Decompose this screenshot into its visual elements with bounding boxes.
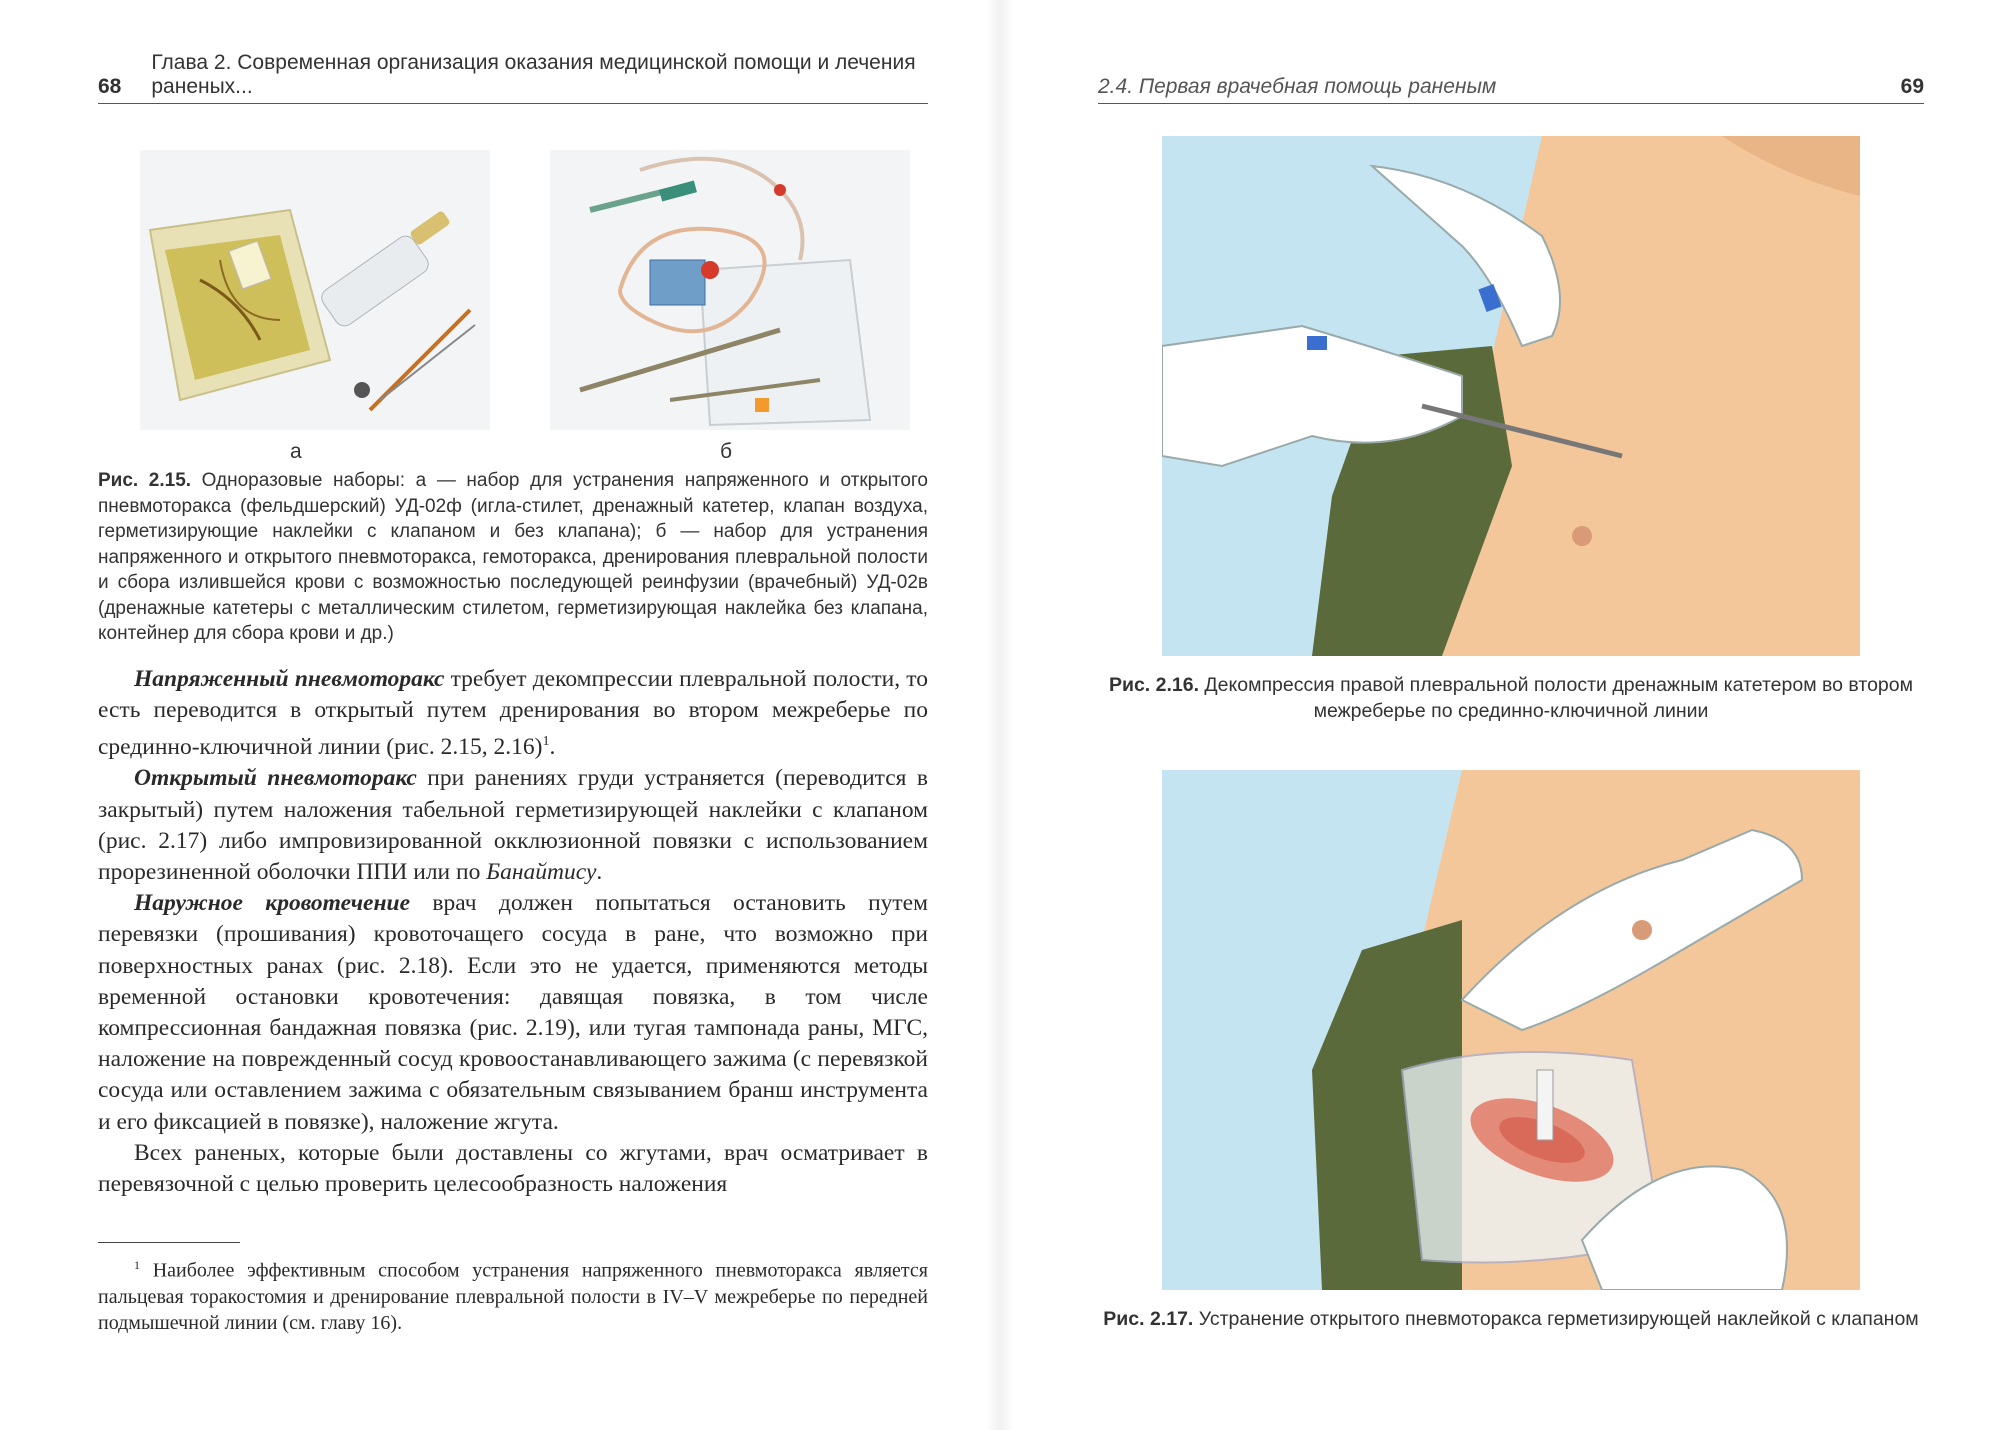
figure-2-15b-photo	[550, 150, 910, 430]
caption-number: Рис. 2.15.	[98, 470, 192, 491]
footnote-text: Наиболее эффективным способом устранения напряженного пневмоторакса является пальцевая торакостомия и дренирование плевральной полости в IV–V межреберье по передней подмышечной линии (см. главу 16).	[98, 1259, 928, 1334]
figure-label-a: а	[290, 440, 302, 463]
running-head-title: 2.4. Первая врачебная помощь раненым	[1098, 75, 1497, 98]
paragraph-text: Всех раненых, которые были доставлены со жгутами, врач осматривает в перевязочной с целью проверить целесообразность наложения	[98, 1139, 928, 1198]
page-number: 69	[1900, 75, 1924, 98]
paragraph-tail: .	[596, 859, 603, 886]
running-header-right	[1098, 74, 1924, 104]
figure-2-16-caption	[1098, 672, 1924, 724]
figure-2-17-illustration	[1162, 770, 1860, 1290]
paragraph	[98, 1138, 928, 1200]
paragraph	[98, 763, 928, 888]
paragraph	[98, 888, 928, 1138]
paragraph-lead: Открытый пневмоторакс	[134, 765, 417, 792]
caption-text: Устранение открытого пневмоторакса герметизирующей наклейкой с клапаном	[1198, 1308, 1919, 1330]
figure-2-15a-photo	[140, 150, 490, 430]
figure-2-16-illustration	[1162, 136, 1860, 656]
figure-2-17-caption	[1098, 1306, 1924, 1332]
paragraph-text: требует декомпрессии плевральной полости, то есть переводится в открытый путем дренирования во втором межреберье по срединно-ключичной линии (рис. 2.15, 2.16)	[98, 666, 928, 761]
footnote-mark: 1	[134, 1258, 140, 1272]
body-text	[98, 664, 928, 1200]
running-head-title: Глава 2. Современная организация оказания медицинской помощи и лечения раненых...	[151, 51, 916, 98]
page-number: 68	[98, 75, 122, 98]
figure-2-15-caption	[98, 468, 928, 647]
footnote-rule	[98, 1242, 240, 1243]
paragraph	[98, 664, 928, 763]
caption-text: Декомпрессия правой плевральной полости дренажным катетером во втором межреберье по срединно-ключичной линии	[1204, 674, 1914, 722]
paragraph-lead: Наружное кровотечение	[134, 890, 411, 917]
footnote	[98, 1252, 928, 1336]
paragraph-tail: .	[549, 734, 556, 761]
caption-text: Одноразовые наборы: а — набор для устранения напряженного и открытого пневмоторакса (фельдшерский) УД-02ф (игла-стилет, дренажный катетер, клапан воздуха, герметизирующие наклейки с клапаном и без клапана); б — набор для устранения напряженного и открытого пневмоторакса, гемоторакса, дренирования плевральной полости и сбора излившейся крови с возможностью последующей реинфузии (врачебный) УД-02в (дренажные катетеры с металлическим стилетом, герметизирующая наклейка без клапана, контейнер для сбора крови и др.)	[98, 470, 929, 644]
caption-number: Рис. 2.16.	[1108, 674, 1199, 696]
caption-number: Рис. 2.17.	[1103, 1308, 1194, 1330]
paragraph-text: при ранениях груди устраняется (переводится в закрытый) путем наложения табельной герметизирующей наклейки с клапаном (рис. 2.17) либо импровизированной окклюзионной повязки с использованием прорезиненной оболочки ППИ или по	[98, 765, 928, 886]
right-page	[1000, 0, 2000, 1430]
paragraph-text: врач должен попытаться остановить путем перевязки (прошивания) кровоточащего сосуда в ране, что возможно при поверхностных ранах (рис. 2.18). Если это не удается, применяются методы временной остановки кровотечения: давящая повязка, в том числе компрессионная бандажная повязка (рис. 2.19), или тугая тампонада раны, МГС, наложение на поврежденный сосуд кровоостанавливающего зажима (с перевязкой сосуда или оставлением зажима с обязательным связыванием бранш инструмента и его фиксацией в повязке), наложение жгута.	[98, 890, 928, 1135]
figure-label-b: б	[720, 440, 733, 463]
paragraph-italic: Банайтису	[486, 859, 597, 886]
running-header-left	[98, 51, 928, 104]
footnote-ref: 1	[542, 733, 550, 750]
paragraph-lead: Напряженный пневмоторакс	[134, 666, 445, 692]
